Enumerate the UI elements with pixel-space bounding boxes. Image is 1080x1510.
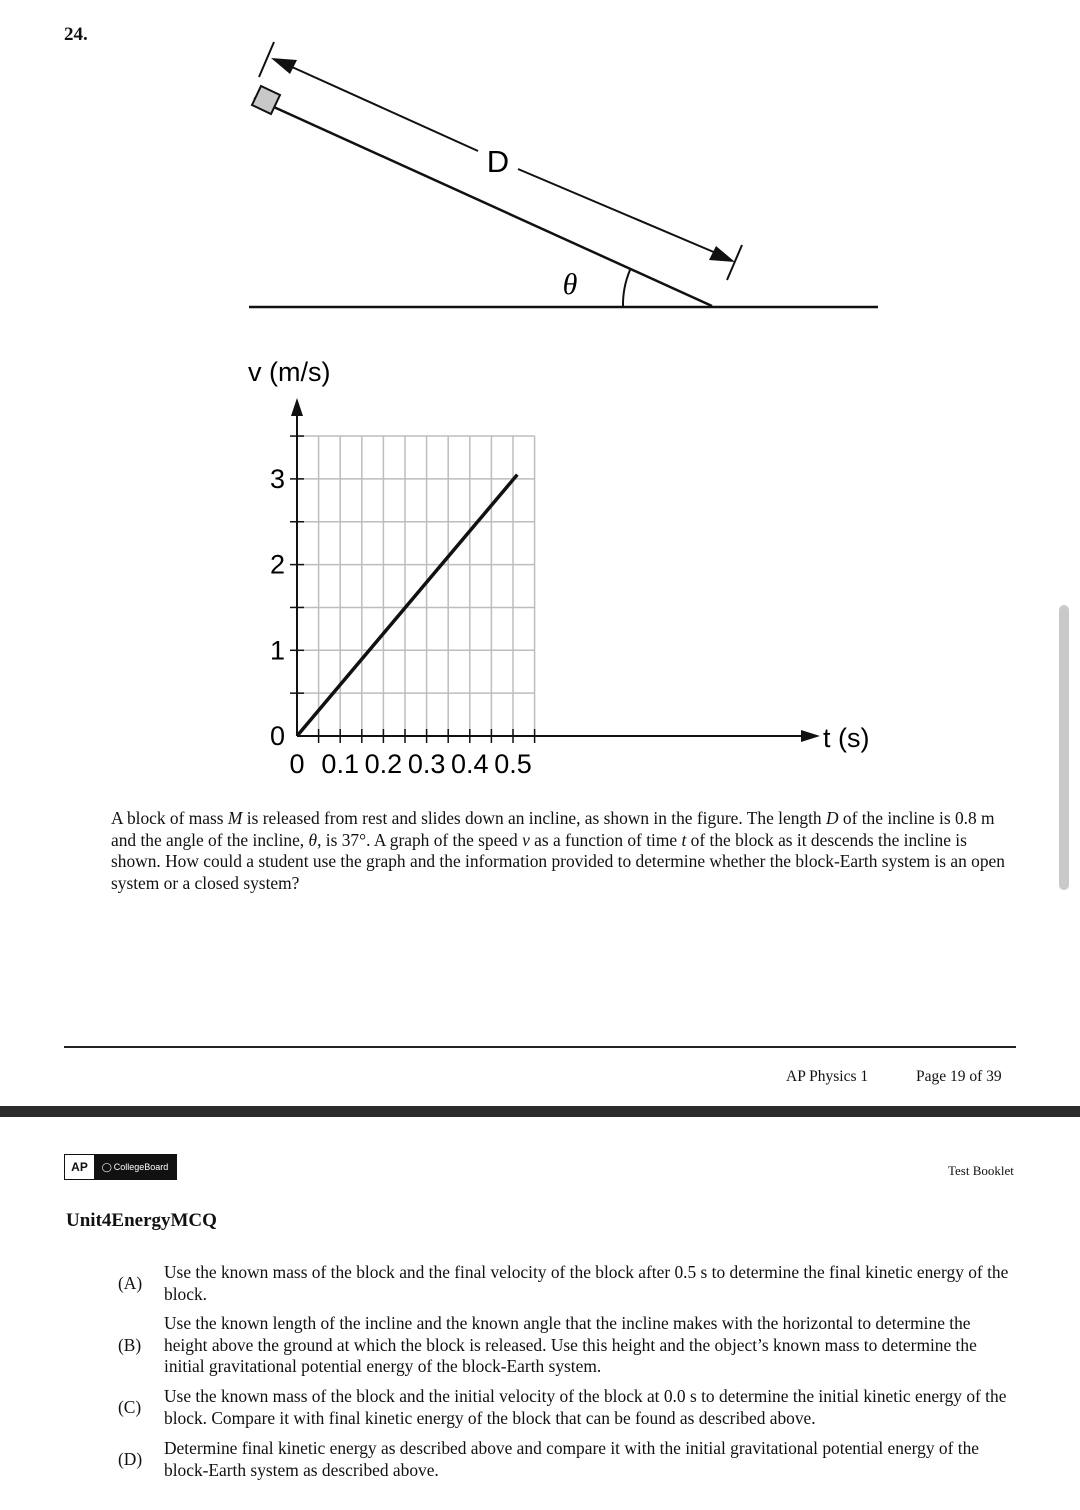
time-symbol: t	[681, 829, 687, 850]
answer-choice-c[interactable]	[118, 1386, 1018, 1429]
footer-divider	[64, 1046, 1016, 1048]
x-axis-arrow	[801, 730, 820, 742]
y-axis-label: v (m/s)	[248, 357, 331, 387]
x-tick-label: 0.5	[494, 749, 532, 779]
choice-text: Determine final kinetic energy as described above and compare it with the initial gravitational potential energy of the block-Earth system as described above.	[164, 1438, 979, 1480]
dimension-line-upper	[292, 67, 478, 151]
y-tick-label: 3	[269, 463, 285, 494]
choice-letter: (C)	[118, 1396, 142, 1417]
length-value: 0.8 m	[954, 808, 995, 828]
scrollbar-thumb[interactable]	[1059, 605, 1069, 890]
choice-text: Use the known mass of the block and the initial velocity of the block at 0.0 s to determine the initial kinetic energy of the block. Compare it with final kinetic energy of the block that can be found as described above.	[164, 1386, 1007, 1428]
y-axis-arrow	[291, 398, 303, 416]
angle-arc	[623, 270, 630, 307]
dimension-tick-bottom	[727, 245, 742, 280]
footer-subject: AP Physics 1	[786, 1068, 869, 1085]
dimension-arrow-down	[709, 246, 735, 262]
choice-letter: (D)	[118, 1448, 143, 1469]
answer-choice-d[interactable]	[118, 1438, 1018, 1481]
answer-choice-b[interactable]	[118, 1313, 1018, 1378]
y-tick-label: 2	[269, 549, 285, 580]
length-symbol: D	[825, 808, 839, 828]
distance-label: D	[486, 144, 510, 179]
incline-figure	[0, 0, 1080, 330]
angle-value: 37°	[341, 829, 367, 850]
theta-symbol: θ	[308, 829, 318, 850]
y-tick-label: 0	[269, 721, 285, 751]
x-tick-label: 0.3	[407, 749, 446, 779]
test-booklet-label: Test Booklet	[948, 1163, 1014, 1178]
choice-letter: (A)	[118, 1272, 143, 1293]
speed-time-chart	[0, 340, 1080, 790]
choice-text: Use the known length of the incline and the known angle that the incline makes with the horizontal to determine the height above the ground at which the block is released. Use this height and the object’s known mass to determine the initial gravitational potential energy of the block-Earth system.	[164, 1313, 977, 1376]
acorn-icon: ◯	[101, 1161, 112, 1172]
unit-title: Unit4EnergyMCQ	[66, 1210, 217, 1231]
incline-surface	[254, 98, 712, 306]
x-tick-label: 0.1	[321, 749, 359, 779]
mass-symbol: M	[227, 808, 243, 828]
dimension-tick-top	[259, 42, 274, 77]
ap-logo-text: AP	[65, 1155, 94, 1179]
angle-label: θ	[562, 268, 578, 301]
speed-symbol: v	[522, 829, 530, 850]
collegeboard-logo-text: CollegeBoard	[113, 1162, 169, 1172]
choice-letter: (B)	[118, 1334, 142, 1355]
answer-choice-a[interactable]	[118, 1262, 1018, 1305]
x-tick-label: 0.2	[364, 749, 403, 779]
x-tick-label: 0	[289, 749, 305, 779]
block	[252, 86, 280, 114]
speed-line	[297, 475, 517, 736]
page-break-bar	[0, 1106, 1080, 1117]
x-axis-label: t (s)	[823, 723, 870, 753]
question-number: 24.	[64, 24, 88, 45]
dimension-line-lower	[518, 169, 716, 253]
question-stem: A block of mass M is released from rest and slides down an incline, as shown in the figure. The length D of the incline is 0.8 m and the angle of the incline, θ, is 37°. A graph of the speed v as a function of time t of the block as it descends the incline is shown. How could a student use the graph and the information provided to determine whether the block-Earth system is an open system or a closed system?	[111, 808, 1005, 893]
y-tick-label: 1	[269, 635, 285, 666]
x-tick-label: 0.4	[451, 749, 489, 779]
choice-text: Use the known mass of the block and the final velocity of the block after 0.5 s to determine the final kinetic energy of the block.	[164, 1262, 1009, 1304]
dimension-arrow-up	[271, 58, 297, 74]
ap-collegeboard-logo	[64, 1154, 177, 1180]
footer-page-number: Page 19 of 39	[916, 1068, 1002, 1085]
